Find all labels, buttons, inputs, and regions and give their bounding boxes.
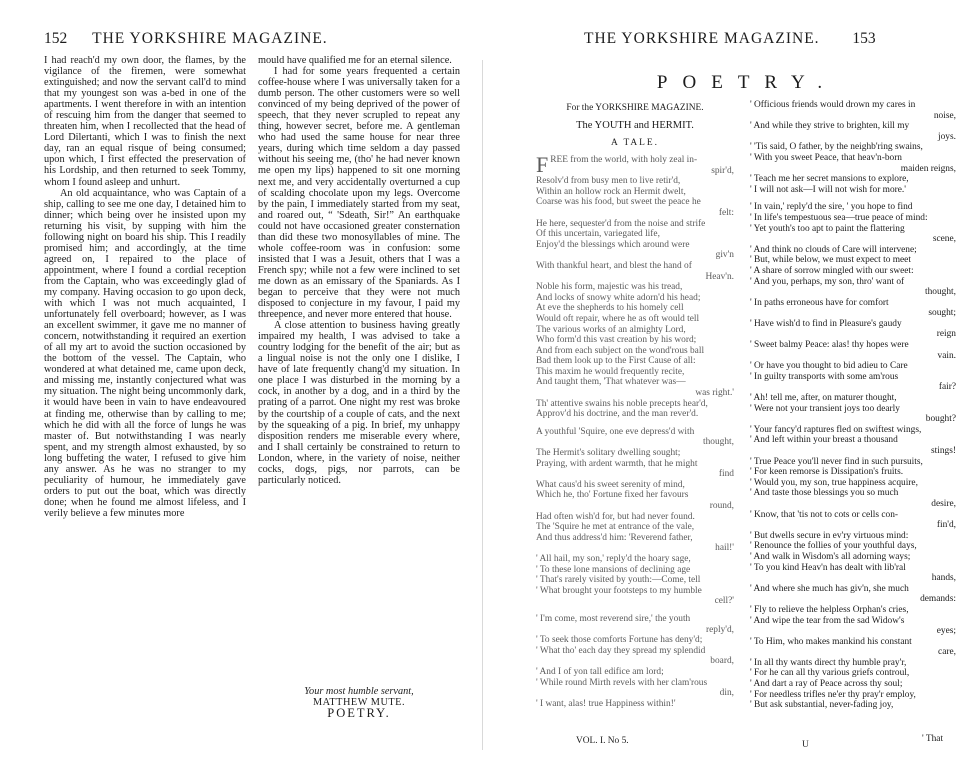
verse-line: Who form'd this vast creation by his word; (536, 335, 697, 346)
verse-line: find (718, 469, 734, 480)
verse-line: ' But dwells secure in ev'ry virtuous mind: (750, 530, 909, 541)
verse-line: With thankful heart, and blest the hand of (536, 260, 692, 271)
verse-line: ' And left within your breast a thousand (750, 435, 898, 446)
verse-line: ' That's rarely visited by youth:—Come, tell (536, 575, 701, 586)
verse-line: ' With you sweet Peace, that heav'n-born (750, 152, 902, 163)
verse-line: desire, (931, 498, 956, 509)
verse-line: And taught them, 'That whatever was— (536, 377, 686, 388)
poem-for-line: For the YORKSHIRE MAGAZINE. (566, 103, 704, 113)
verse-line: ' Your fancy'd raptures fled on swiftest wings, (750, 424, 922, 435)
verse-line: fair? (938, 382, 956, 393)
verse-line: ' Sweet balmy Peace: alas! thy hopes were (750, 340, 909, 351)
verse-line: ' Or have you thought to bid adieu to Care (750, 361, 908, 372)
left-running-title: THE YORKSHIRE MAGAZINE. (92, 30, 328, 47)
poetry-section-title: POETRY. (656, 72, 838, 93)
verse-line: scene, (932, 234, 956, 245)
left-page (44, 0, 460, 758)
verse-line: ' All hail, my son,' reply'd the hoary sage, (536, 553, 691, 564)
verse-line: ' In life's tempestuous sea—true peace of mind: (750, 212, 928, 223)
verse-line: ' And you, perhaps, my son, thro' want of (750, 276, 905, 287)
verse-line: din, (719, 688, 734, 699)
verse-line: Praying, with ardent warmth, that he might (536, 458, 698, 469)
verse-line: felt: (718, 207, 734, 218)
catchword: ' That (922, 734, 944, 744)
verse-line: demands: (920, 594, 956, 605)
right-page-number: 153 (852, 30, 876, 47)
paragraph: A close attention to business having greatly impaired my health, I was advised to take a country lodging for the benefit of the air; but as a lingual noise is not the only one I dislike, I have of late frequently chang'd my situation. In one place I was disturbed in the morning by a cock, in another by a dog, and in a third by the prating of a parrot. One night my rest was broke by the courtship of a couple of cats, and the next by the squeaking of a pig. In brief, my unhappy disposition renders me miserable every where, and I shall certainly be constrained to return to London, where, in the variety of noise, neither cocks, dogs, pigs, nor parrots, can be particularly noticed. (258, 320, 460, 486)
paragraph: An old acquaintance, who was Captain of a ship, calling to see me one day, I detained him to dinner; which being over he insisted upon my returning his visit, by supping with him the following night on board his ship. This I readily promised him; and accordingly, at the time agreed on, I repaired to the place of appointment, where I found a cordial reception from the Captain, who was exceedingly glad of my company. Having occasion to go upon deck, with which I was not much acquainted, I unfortunately fell overboard; however, as I was an excellent swimmer, it gave me no manner of concern, notwithstanding it required an exertion of all my art to avoid the suction occasioned by the bottom of the vessel. The Captain, who wondered at what detained me, came upon deck, and missing me, instantly conjectured what was my situation. The night being uncommonly dark, it would have been in vain to have endeavoured at finding me, otherwise than by calling to me; which he did with all the force of lungs he was master of. But notwithstanding I was nearly spent, and my strength almost exhausted, by so long buffeting the water, I refused to give him any answer. As he was no stranger to my peculiarity of humour, he immediately gave orders to put out the boat, which was directly done; when he found me almost lifeless, and I verily believe a few minutes more (44, 187, 246, 519)
signature-name: MATTHEW MUTE. (312, 697, 406, 709)
verse-line: ' For keen remorse is Dissipation's fruits. (750, 467, 904, 478)
verse-line: thought, (703, 437, 734, 448)
verse-line: ' Would you, my son, true happiness acquire, (750, 477, 918, 488)
verse-line: fin'd, (936, 520, 956, 531)
verse-line: reply'd, (706, 624, 734, 635)
left-column-2 (258, 55, 460, 486)
left-page-number: 152 (44, 30, 68, 47)
stanza-break (536, 420, 734, 427)
verse-line: Within an hollow rock an Hermit dwelt, (536, 186, 686, 197)
verse-line: vain. (937, 350, 956, 361)
verse-line: ' Yet youth's too apt to paint the flattering (750, 223, 905, 234)
verse-line: ' I will not ask—I will not wish for more.' (750, 184, 906, 195)
verse-line: joys. (938, 131, 956, 142)
verse-line: ' And while they strive to brighten, kill my (750, 121, 910, 132)
verse-line: ' To you kind Heav'n has dealt with lib'ral (750, 562, 906, 573)
verse-line: round, (709, 501, 734, 511)
verse-line: This maxim he would frequently recite, (536, 366, 685, 377)
poem-title: The YOUTH and HERMIT. (576, 119, 694, 131)
gutter-divider (482, 60, 483, 750)
poem-subtitle: A TALE. (611, 138, 659, 149)
verse-line: Approv'd his doctrine, and the man rever'd. (536, 409, 699, 420)
verse-line: reign (936, 329, 956, 340)
verse-line: ' To these lone mansions of declining age (536, 564, 691, 575)
verse-line: He here, sequester'd from the noise and strife (536, 218, 706, 229)
verse-line: board, (710, 656, 734, 667)
verse-line: ' For he can all thy various griefs controul, (750, 668, 910, 679)
verse-line: And thus address'd him: 'Reverend father, (536, 532, 693, 543)
verse-line: ' Fly to relieve the helpless Orphan's cries, (750, 604, 909, 615)
verse-line: The Hermit's solitary dwelling sought; (536, 448, 681, 459)
verse-line: ' In all thy wants direct thy humble pray'r, (750, 657, 907, 668)
poetry-bottom-heading: POETRY. (327, 706, 391, 721)
verse-line: ' Teach me her secret mansions to explore, (750, 174, 909, 185)
verse-line: ' Renounce the follies of your youthful days, (750, 541, 917, 552)
verse-line: stings! (930, 446, 956, 456)
verse-line: ' In vain,' reply'd the sire, ' you hope to find (750, 202, 913, 213)
verse-line: A youthful 'Squire, one eve depress'd with (536, 426, 695, 437)
paragraph: I had for some years frequented a certain coffee-house where I was universally taken for a dumb person. The other customers were so well convinced of my being deprived of the power of speech, that they never scrupled to repeat any thing, however secret, before me. A gentleman who had used the same house for near three years, during which time seldom a day passed without his seeing me, (tho' he had never known me open my lips) happened to sit one morning next me, and very accidentally overturned a cup of scalding chocolate upon my legs. Overcome by the pain, I immediately started from my seat, and roared out, “ 'Sdeath, Sir!” An earthquake could not have occasioned greater consternation than did these two monosyllables of mine. The whole coffee-room was in confusion: some insisted that I was a Jesuit, others that I was a French spy; while not a few were inclined to set me down as an emissary of the Spaniards. As I began to perceive that they were not much disposed to conjecture in my favour, I paid my threepence, and never more entered that house. (258, 66, 460, 321)
verse-line: ' And dart a ray of Peace across thy soul; (750, 679, 903, 690)
verse-line: ' And where she much has giv'n, she much (750, 583, 909, 594)
verse-line: Coarse was his food, but sweet the peace he (536, 197, 701, 208)
verse-line: ' Know, that 'tis not to cots or cells con- (750, 509, 899, 520)
paragraph: mould have qualified me for an eternal silence. (258, 55, 452, 66)
verse-line: ' And think no clouds of Care will intervene; (750, 244, 917, 255)
verse-line: What caus'd his sweet serenity of mind, (536, 479, 685, 490)
verse-line: hands, (931, 573, 956, 584)
signoff-line: Your most humble servant, (304, 686, 414, 697)
verse-line: And locks of snowy white adorn'd his head; (536, 292, 701, 303)
verse-line: Would oft repair, where he as oft would tell (536, 313, 700, 324)
verse-line: ' And I of yon tall edifice am lord; (536, 666, 664, 677)
verse-line: Bad them look up to the First Cause of all: (536, 356, 696, 367)
signature-letter: U (802, 740, 809, 750)
verse-line: The 'Squire he met at entrance of the vale, (536, 522, 695, 533)
verse-line: ' Have wish'd to find in Pleasure's gaudy (750, 318, 902, 329)
verse-line: ' 'Tis said, O father, by the neighb'ring swains, (750, 142, 923, 153)
poem-column-2 (750, 100, 956, 711)
verse-line: ' I want, alas! true Happiness within!' (536, 698, 676, 709)
verse-line: At eve the shepherds to his homely cell (536, 303, 684, 314)
verse-line: ' What brought your footsteps to my humble (536, 585, 702, 596)
verse-line: Of this uncertain, variegated life, (536, 229, 660, 240)
right-running-head (584, 30, 960, 48)
verse-line: giv'n (715, 250, 734, 261)
verse-line: ' And wipe the tear from the sad Widow's (750, 615, 905, 626)
verse-line: ' In paths erroneous have for comfort (750, 297, 889, 308)
verse-line: ' And taste those blessings you so much (750, 488, 899, 499)
verse-line: Enjoy'd the blessings which around were (536, 239, 690, 250)
verse-line: thought, (925, 287, 956, 298)
right-page (530, 0, 960, 758)
left-running-head (44, 30, 444, 48)
verse-line: ' A share of sorrow mingled with our sweet: (750, 265, 914, 276)
verse-line: Had often wish'd for, but had never found. (536, 511, 695, 522)
left-signoff-block (258, 686, 460, 719)
verse-line: ' To seek those comforts Fortune has deny'd; (536, 635, 703, 646)
verse-line: ' To Him, who makes mankind his constant (750, 636, 912, 647)
verse-line: maiden reigns, (900, 163, 956, 174)
verse-line: ' While round Mirth revels with her clam'rous (536, 677, 708, 688)
verse-line: spir'd, (711, 165, 734, 176)
verse-line: ' Ah! tell me, after, on maturer thought, (750, 393, 897, 404)
verse-line: ' For needless trifles ne'er thy pray'r employ, (750, 689, 916, 700)
stanza-break (536, 607, 734, 614)
verse-line: cell?' (714, 596, 734, 607)
verse-line: ' In guilty transports with some am'rous (750, 371, 899, 382)
verse-line: hail!' (715, 543, 734, 554)
right-running-title: THE YORKSHIRE MAGAZINE. (584, 30, 820, 47)
verse-line: sought; (928, 308, 956, 319)
verse-line: ' I'm come, most reverend sire,' the youth (536, 613, 691, 624)
verse-line: Th' attentive swains his noble precepts hear'd, (536, 398, 708, 409)
verse-line: ' Were not your transient joys too dearly (750, 403, 900, 414)
verse-line: Resolv'd from busy men to live retir'd, (536, 176, 681, 187)
verse-line: REE from the world, with holy zeal in- (550, 155, 698, 165)
verse-line: noise, (933, 110, 956, 121)
verse-line: And from each subject on the wond'rous ball (536, 345, 705, 356)
verse-line: ' But, while below, we must expect to meet (750, 255, 911, 266)
verse-line: ' And walk in Wisdom's all adorning ways; (750, 551, 911, 562)
verse-line: ' What tho' each day they spread my splendid (536, 645, 706, 656)
verse-line: ' Officious friends would drown my cares in (750, 100, 916, 110)
verse-line: care, (938, 647, 956, 658)
poem-header (536, 103, 734, 149)
verse-line: Which he, tho' Fortune fixed her favours (536, 490, 689, 501)
verse-line: was right.' (695, 388, 734, 399)
verse-line: bought? (925, 414, 956, 425)
poem-column-1 (536, 152, 734, 709)
left-column-1 (44, 55, 246, 519)
signature-mark: VOL. I. No 5. (576, 736, 629, 746)
verse-line: The various works of an almighty Lord, (536, 324, 686, 335)
verse-line: eyes; (936, 626, 956, 637)
verse-line: Heav'n. (705, 271, 734, 282)
verse-line: ' But ask substantial, never-fading joy, (750, 700, 894, 711)
drop-cap-letter: F (536, 152, 549, 177)
verse-line: ' True Peace you'll never find in such pursuits, (750, 456, 923, 467)
verse-line: Noble his form, majestic was his tread, (536, 282, 683, 293)
paragraph: I had reach'd my own door, the flames, by the vigilance of the firemen, were somewhat extinguished; and now the servant call'd to mind that my youngest son was a-bed in one of the apartments. I went therefore in with an intention of rescuing him from the danger that seemed to threaten him, when I recollected that the head of Lord Dilertanti, which I was to finish the next day, ran an equal risque of being consumed; upon which, I first effected the preservation of his Lordship, and then returned to seek Tommy, whom I found asleep and unhurt. (44, 55, 246, 188)
